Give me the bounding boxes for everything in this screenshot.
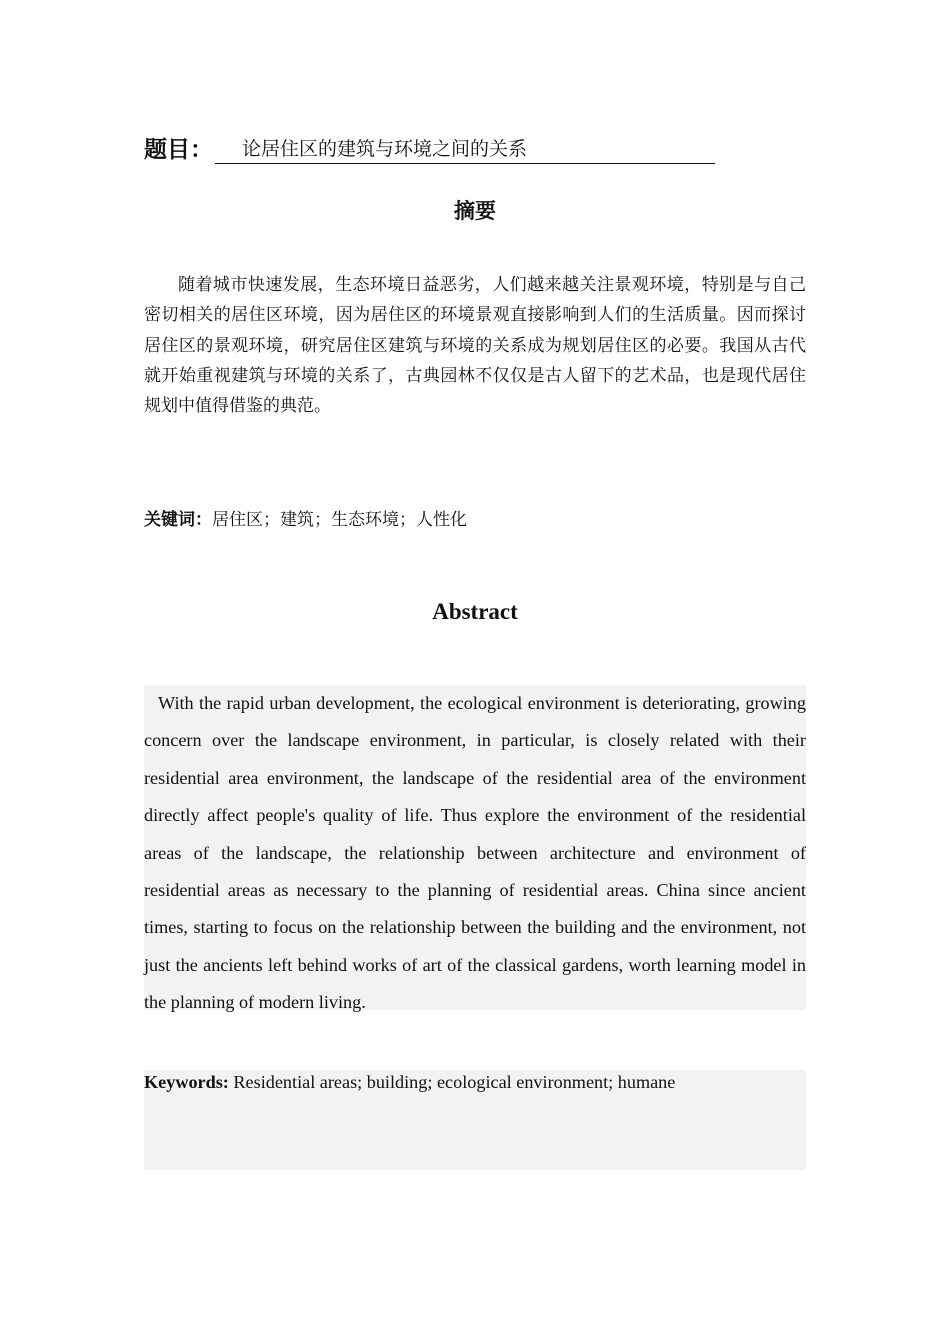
abstract-cn-body: 随着城市快速发展，生态环境日益恶劣，人们越来越关注景观环境，特别是与自己密切相关的居住区环境，因为居住区的环境景观直接影响到人们的生活质量。因而探讨居住区的景观环境，研究居住区建筑与环境的关系成为规划居住区的必要。我国从古代就开始重视建筑与环境的关系了，古典园林不仅仅是古人留下的艺术品，也是现代居住规划中值得借鉴的典范。 (144, 275, 806, 417)
title-label: 题目： (144, 137, 213, 163)
keywords-cn (144, 506, 806, 534)
abstract-cn-heading: 摘要 (454, 199, 496, 223)
keywords-cn-label: 关键词： (144, 510, 212, 530)
keywords-en-value: Residential areas; building; ecological environment; humane (233, 1072, 676, 1092)
keywords-en (144, 1070, 806, 1170)
keywords-en-label: Keywords: (144, 1072, 229, 1092)
keywords-cn-value: 居住区；建筑；生态环境；人性化 (212, 510, 467, 530)
abstract-en-heading: Abstract (432, 599, 518, 624)
abstract-en-body: With the rapid urban development, the ecological environment is deteriorating, growing concern over the landscape environment, in particular, is closely related with their residential area environment, the landscape of the residential area of the environment directly affect people's quality of life. Thus explore the environment of the residential areas of the landscape, the relationship between architecture and environment of residential areas as necessary to the planning of residential areas. China since ancient times, starting to focus on the relationship between the building and the environment, not just the ancients left behind works of art of the classical gardens, worth learning model in the planning of modern living. (144, 685, 806, 1010)
title-line (144, 134, 744, 166)
title-value: 论居住区的建筑与环境之间的关系 (215, 135, 715, 164)
